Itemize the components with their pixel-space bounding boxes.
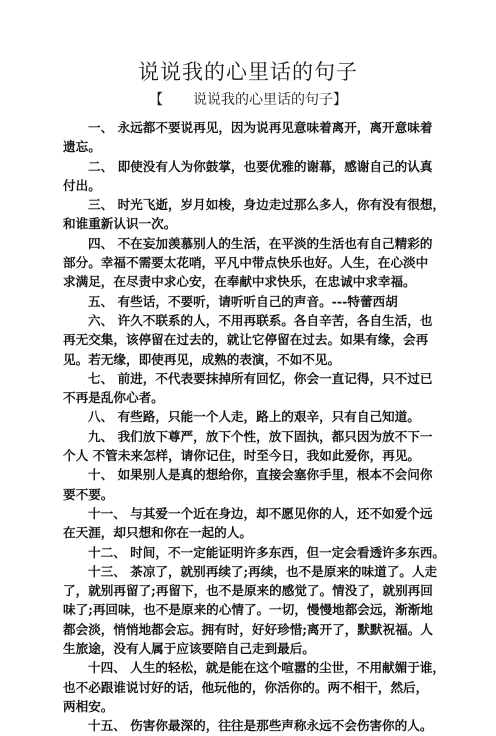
body-line: 二、 即使没有人为你鼓掌，也要优雅的谢幕，感谢自己的认真: [88, 158, 433, 174]
body-line: 再无交集，该停留在过去的，就让它停留在过去。如果有缘，会再: [63, 332, 429, 348]
body-line: 付出。: [63, 177, 101, 193]
document-subtitle: [0, 89, 496, 109]
body-line: 都会淡，悄悄地都会忘。拥有时，好好珍惜;离开了，默默祝福。人: [63, 621, 433, 637]
body-line: 不再是乱你心者。: [63, 390, 164, 406]
body-line: 六、 许久不联系的人，不用再联系。各自辛苦，各自生活，也: [88, 312, 433, 328]
body-line: 生旅途，没有人属于应该要陪自己走到最后。: [63, 641, 315, 657]
body-line: 十二、 时间，不一定能证明许多东西，但一定会看透许多东西。: [88, 544, 446, 560]
body-line: 两相安。: [63, 698, 114, 714]
document-body: [63, 118, 446, 736]
body-line: 见。若无缘，即使再见，成熟的表演，不如不见。: [63, 351, 341, 367]
subtitle-open-bracket: 【: [149, 92, 163, 108]
body-line: 了，就别再留了;再留下，也不是原来的感觉了。情没了，就别再回: [63, 583, 433, 599]
body-line: 也不必跟谁说讨好的话，他玩他的，你活你的。两不相干，然后，: [63, 679, 429, 695]
body-line: 八、 有些路，只能一个人走，路上的艰辛，只有自己知道。: [88, 409, 420, 425]
body-line: 部分。幸福不需要太花哨，平凡中带点快乐也好。人生，在心淡中: [63, 255, 429, 271]
body-line: 四、 不在妄加羡慕别人的生活，在平淡的生活也有自己精彩的: [88, 235, 433, 251]
body-line: 五、 有些话，不要听，请听听自己的声音。---特蕾西胡: [88, 293, 398, 309]
body-line: 一、 永远都不要说再见，因为说再见意味着离开，离开意味着: [88, 120, 433, 135]
subtitle-close-bracket: 】: [333, 92, 347, 108]
body-line: 十一、 与其爱一个近在身边，却不愿见你的人，还不如爱个远: [88, 505, 433, 521]
body-line: 十五、 伤害你最深的，往往是那些声称永远不会伤害你的人。: [88, 718, 433, 734]
body-line: 遗忘。: [63, 139, 101, 155]
document-title: 说说我的心里话的句子: [138, 60, 358, 84]
body-line: 味了;再回味，也不是原来的心情了。一切，慢慢地都会远，渐渐地: [63, 602, 433, 618]
body-line: 九、 我们放下尊严，放下个性，放下固执，都只因为放不下一: [88, 428, 433, 444]
body-line: 十、 如果别人是真的想给你，直接会塞你手里，根本不会问你: [88, 467, 433, 483]
body-line: 十四、 人生的轻松，就是能在这个喧嚣的尘世，不用献媚于谁，: [88, 660, 446, 676]
body-line: 在天涯，却只想和你在一起的人。: [63, 525, 252, 541]
body-line: 三、 时光飞逝，岁月如梭，身边走过那么多人，你有没有很想，: [88, 197, 446, 213]
body-line: 七、 前进，不代表要抹掉所有回忆，你会一直记得，只不过已: [88, 370, 433, 386]
subtitle-text: 说说我的心里话的句子: [193, 92, 333, 108]
body-line: 和谁重新认识一次。: [63, 216, 177, 232]
body-line: 要不要。: [63, 486, 114, 502]
body-line: 求满足，在尽责中求心安，在奉献中求快乐，在忠诚中求幸福。: [63, 274, 416, 290]
body-line: 十三、 茶凉了，就别再续了;再续，也不是原来的味道了。人走: [88, 563, 438, 579]
body-line: 个人 不管未来怎样，请你记住，时至今日，我如此爱你，再见。: [63, 448, 421, 464]
